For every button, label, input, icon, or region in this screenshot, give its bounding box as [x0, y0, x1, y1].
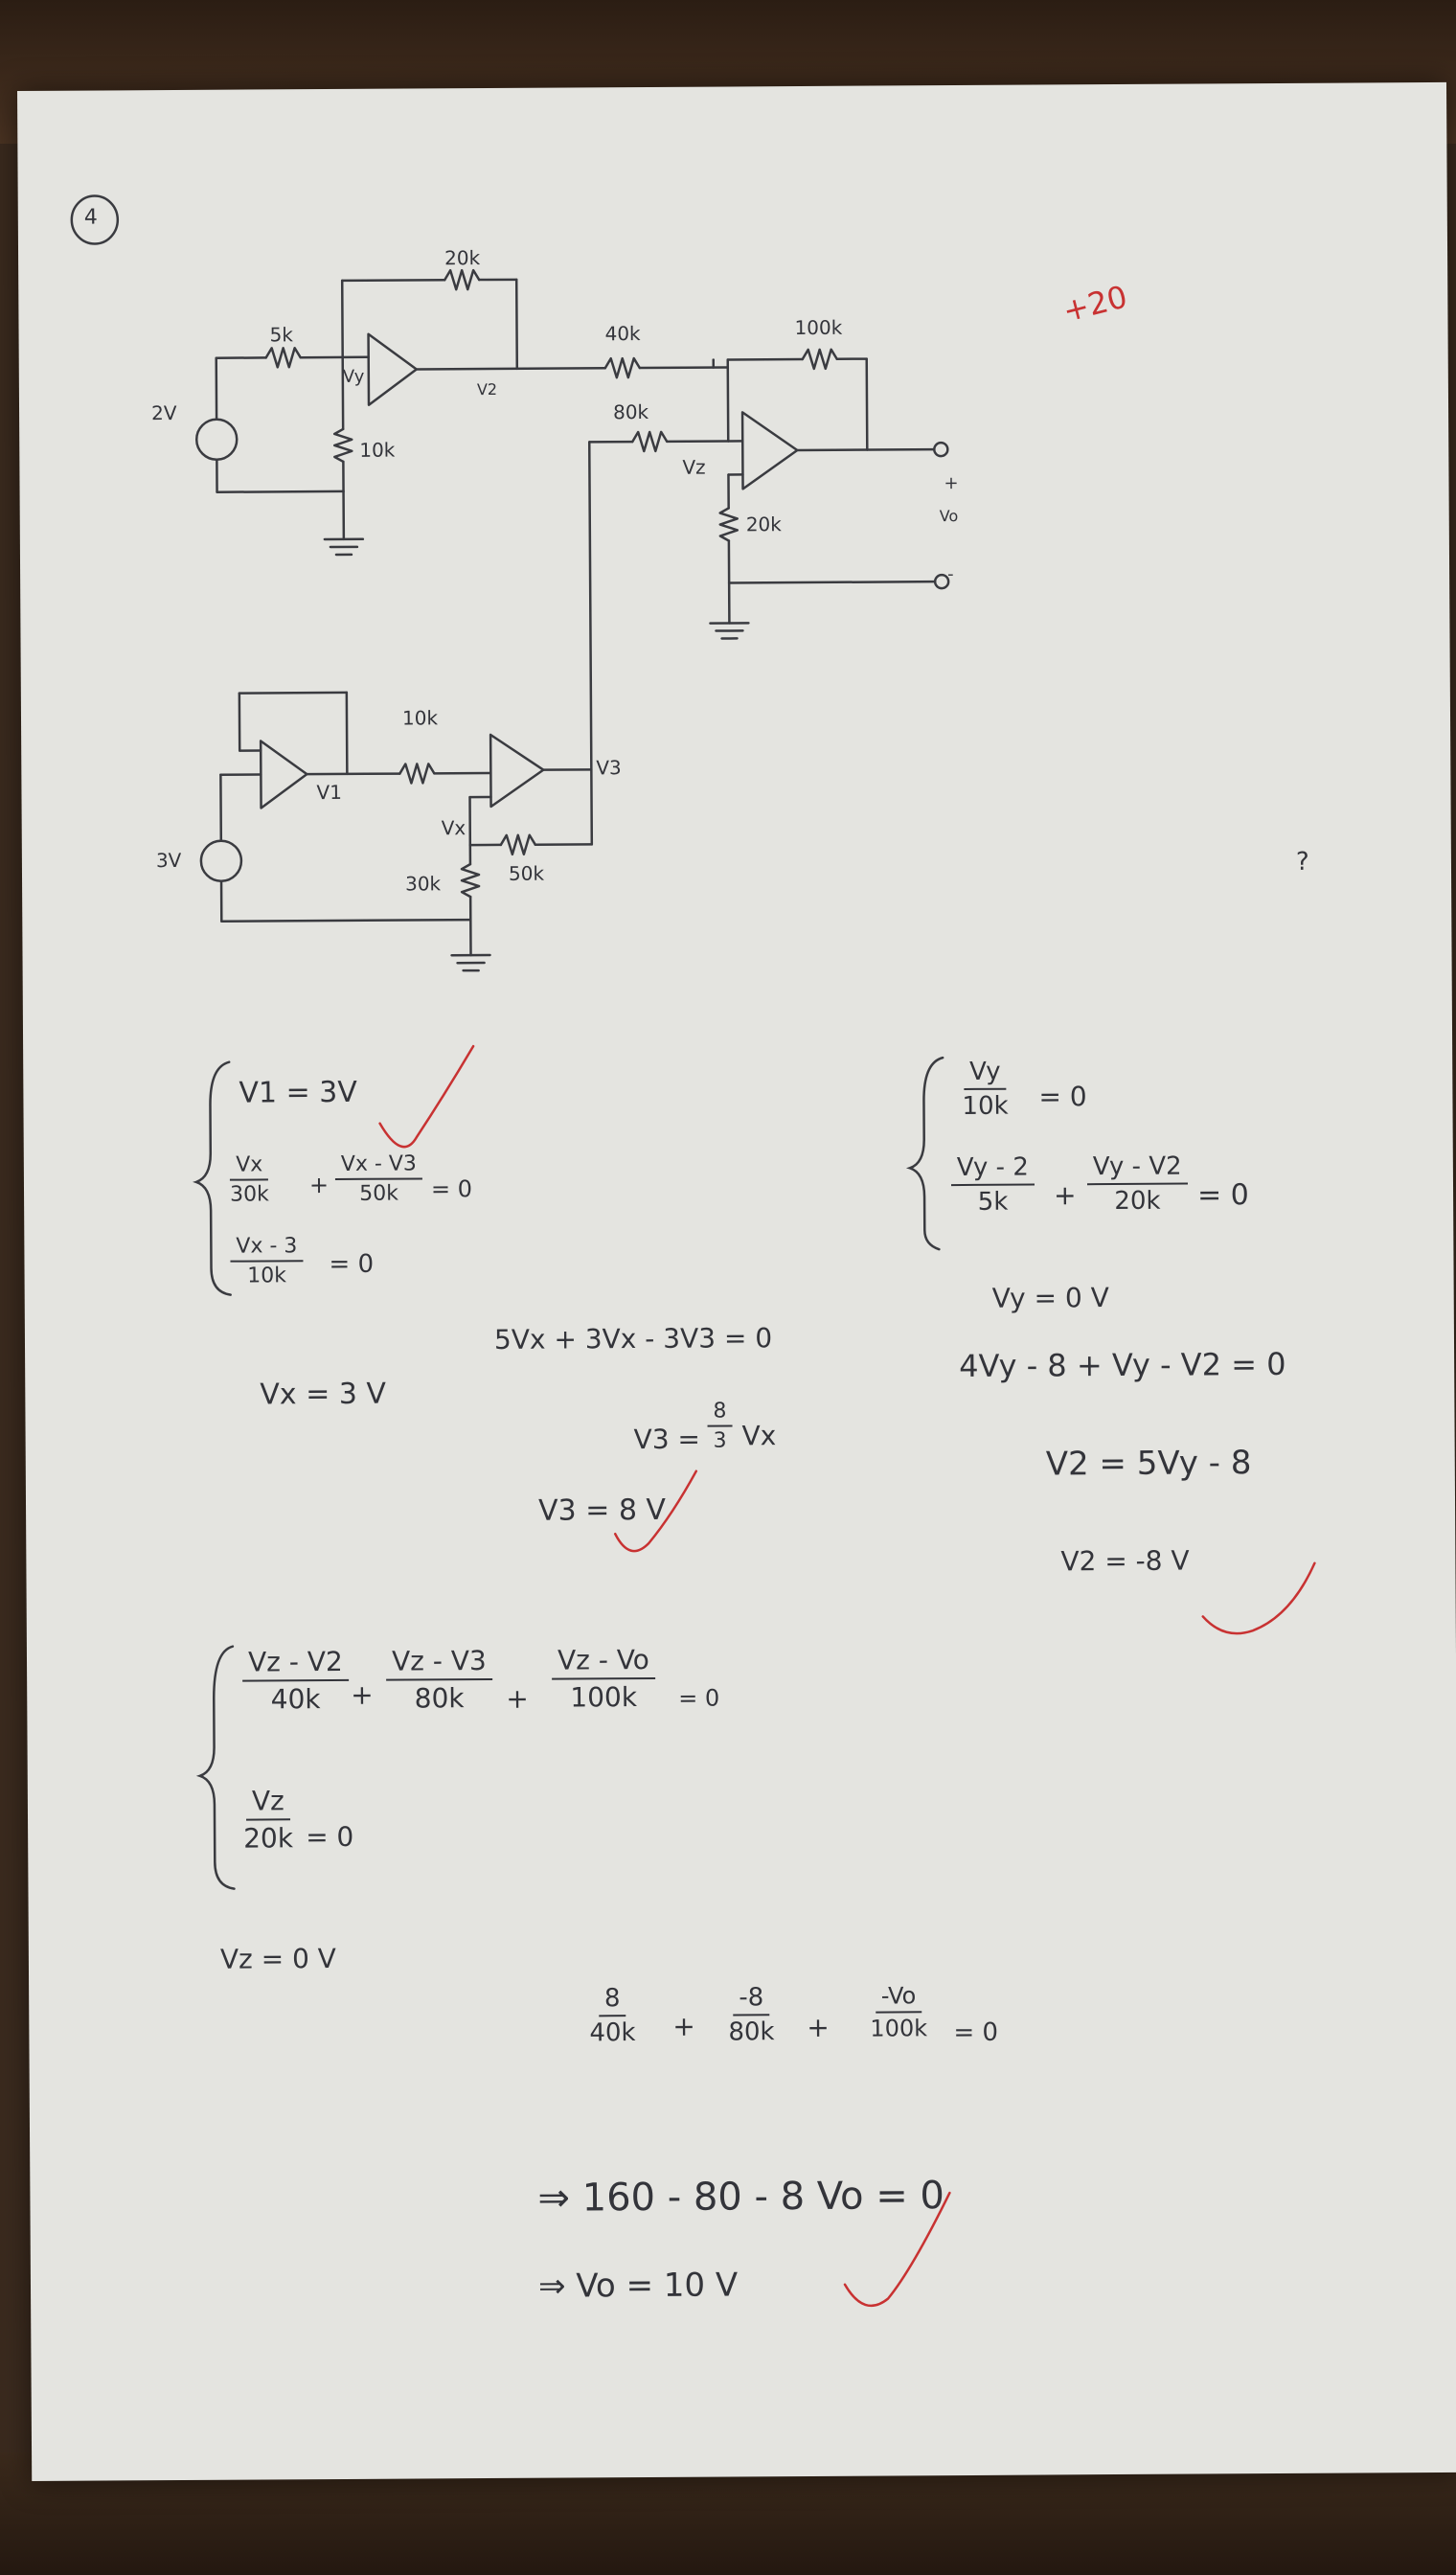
brace-bottom-system: [199, 1647, 235, 1889]
resistor-40k: [605, 358, 640, 377]
vz-result: Vz = 0 V: [219, 1943, 337, 1975]
fraction-vy-2-5k: [951, 1153, 1035, 1218]
eq2-rhs: = 0: [430, 1175, 473, 1203]
denominator: 100k: [870, 2015, 928, 2042]
label-source-2v: 2V: [150, 400, 177, 425]
label-node-vy: Vy: [342, 366, 365, 387]
resistor-100k: [803, 350, 837, 369]
v3-lhs: V3 =: [633, 1423, 701, 1456]
denominator: 20k: [243, 1822, 294, 1855]
checkmark-v1: [379, 1046, 474, 1147]
denominator: 100k: [570, 1681, 638, 1714]
opamp-1: [369, 333, 417, 404]
v3-variable: Vx: [741, 1420, 777, 1452]
denominator: 10k: [247, 1264, 286, 1288]
problem-number: 4: [83, 205, 98, 230]
label-r-20k-ground: 20k: [745, 513, 782, 536]
resistor-5k: [266, 348, 301, 367]
numerator: -8: [733, 1983, 769, 2016]
fraction-8-40k: [589, 1984, 636, 2047]
final-rhs: = 0: [953, 2017, 999, 2048]
brace-right-system: [909, 1058, 944, 1249]
fraction-vz-v2-40k: [242, 1646, 349, 1716]
denominator: 20k: [1114, 1186, 1161, 1217]
label-r-100k: 100k: [794, 315, 843, 340]
numerator: Vz - Vo: [552, 1644, 655, 1680]
denominator: 30k: [229, 1182, 269, 1207]
fraction-vx-minus-3: [230, 1234, 303, 1288]
plus-sign: +: [308, 1172, 330, 1199]
opamp-buffer: [261, 741, 307, 808]
resistor-80k: [632, 432, 667, 451]
label-r-50k: 50k: [508, 861, 545, 885]
numerator: Vz: [246, 1785, 290, 1820]
resistor-20k-feedback: [444, 270, 479, 289]
numerator: 8: [599, 1984, 626, 2017]
resistor-10k-bottom: [399, 763, 434, 783]
numerator: Vy - 2: [951, 1153, 1035, 1187]
numerator: Vy - V2: [1087, 1152, 1188, 1186]
numerator: Vz - V2: [242, 1646, 349, 1682]
denominator: 3: [713, 1428, 727, 1453]
numerator: Vz - V3: [386, 1645, 492, 1681]
numerator: Vy: [964, 1058, 1007, 1090]
plus-sign: +: [807, 2011, 830, 2044]
expand-equation: 4Vy - 8 + Vy - V2 = 0: [959, 1345, 1286, 1385]
denominator: 10k: [962, 1091, 1009, 1121]
fraction-vy-10k: [962, 1058, 1009, 1121]
resistor-30k: [462, 864, 479, 897]
opamp-3: [742, 412, 797, 489]
plus-sign: +: [506, 1682, 529, 1715]
plus-sign: +: [672, 2010, 695, 2042]
stray-mark: ?: [1295, 847, 1309, 877]
plus-sign: +: [1053, 1179, 1077, 1212]
denominator: 40k: [589, 2018, 636, 2048]
output-terminal-plus: [934, 443, 947, 456]
label-r-10k-top: 10k: [359, 438, 396, 462]
denominator: 5k: [977, 1187, 1009, 1217]
resistor-10k-top: [334, 429, 352, 462]
label-node-v1: V1: [316, 780, 342, 805]
label-r-30k: 30k: [404, 872, 442, 896]
resistor-20k-ground: [720, 508, 738, 540]
combine-equation: 5Vx + 3Vx - 3V3 = 0: [493, 1322, 773, 1356]
source-3v-symbol: [201, 841, 241, 881]
label-node-vz: Vz: [682, 455, 706, 479]
resistor-50k: [501, 835, 535, 855]
fraction-vz-v3-80k: [386, 1645, 492, 1715]
eq-v1: V1 = 3V: [239, 1075, 357, 1110]
fraction-vz-vo-100k: [552, 1644, 655, 1714]
vy-result: Vy = 0 V: [991, 1282, 1109, 1314]
denominator: 40k: [270, 1683, 321, 1716]
output-plus-sign: +: [944, 473, 959, 494]
v3-result: V3 = 8 V: [537, 1493, 667, 1528]
brace-left-system: [195, 1062, 230, 1295]
numerator: Vx: [230, 1152, 268, 1180]
plus-sign: +: [351, 1678, 374, 1711]
v2-expression: V2 = 5Vy - 8: [1045, 1444, 1252, 1484]
label-r-20k-feedback: 20k: [444, 246, 481, 270]
numerator: Vx - V3: [335, 1151, 422, 1180]
numerator: -Vo: [876, 1982, 922, 2013]
v2-result: V2 = -8 V: [1060, 1544, 1190, 1578]
label-r-80k: 80k: [612, 399, 649, 424]
final-step-1: ⇒ 160 - 80 - 8 Vo = 0: [537, 2174, 945, 2221]
label-node-v2: V2: [476, 379, 498, 399]
source-2v-symbol: [196, 420, 237, 460]
output-terminal-minus: [935, 575, 948, 588]
denominator: 50k: [359, 1181, 399, 1206]
bottom-eq2-rhs: = 0: [306, 1820, 354, 1854]
final-answer: ⇒ Vo = 10 V: [537, 2266, 739, 2306]
label-r-5k: 5k: [269, 323, 293, 347]
label-output-vo: Vo: [939, 507, 959, 526]
output-minus-sign: -: [947, 564, 954, 585]
numerator: Vx - 3: [230, 1234, 303, 1262]
bottom-eq1-rhs: = 0: [678, 1684, 720, 1712]
checkmark-v2: [1202, 1563, 1314, 1634]
denominator: 80k: [414, 1682, 465, 1715]
fraction-neg8-80k: [728, 1983, 775, 2046]
label-source-3v: 3V: [155, 848, 182, 873]
label-node-vx: Vx: [441, 816, 466, 840]
fraction-vz-20k: [243, 1785, 293, 1854]
denominator: 80k: [728, 2017, 775, 2047]
fraction-vx-30k: [230, 1152, 269, 1206]
fraction-vy-v2-20k: [1087, 1152, 1188, 1217]
label-r-40k: 40k: [604, 322, 641, 346]
opamp-2: [490, 735, 543, 807]
eq3-rhs: = 0: [329, 1249, 375, 1280]
numerator: 8: [707, 1399, 732, 1426]
fraction-8-3: [707, 1399, 732, 1452]
fraction-vx-v3-50k: [335, 1151, 422, 1206]
label-node-v3: V3: [596, 756, 622, 780]
worksheet-paper: [17, 82, 1456, 2481]
right-eq1-rhs: = 0: [1038, 1081, 1087, 1113]
vx-result: Vx = 3 V: [260, 1377, 387, 1412]
score-mark: +20: [1058, 278, 1131, 330]
label-r-10k-bottom: 10k: [401, 706, 439, 730]
right-eq2-rhs: = 0: [1196, 1178, 1249, 1213]
fraction-neg-vo-100k: [870, 1982, 927, 2041]
